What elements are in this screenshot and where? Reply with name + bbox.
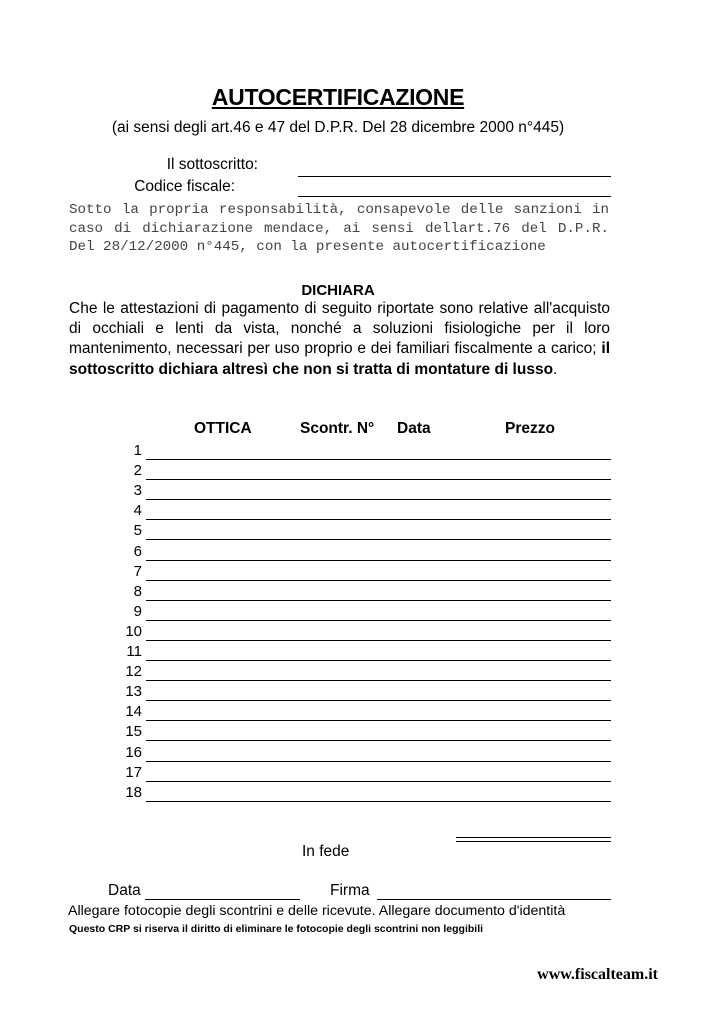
row-number: 17: [125, 763, 142, 781]
row-number: 13: [125, 683, 142, 701]
dichiara-heading: DICHIARA: [301, 282, 375, 299]
table-row: [110, 743, 611, 763]
header-scontrino: Scontr. N°: [300, 420, 375, 437]
declaration-end: .: [553, 360, 558, 378]
table-row: [110, 662, 611, 682]
data-line[interactable]: [145, 899, 300, 900]
table-row: [110, 461, 611, 481]
row-number: 11: [126, 643, 142, 660]
table-row: [110, 763, 611, 783]
note-crp: Questo CRP si riserva il diritto di eliminare le fotocopie degli scontrini non leggibili: [69, 923, 484, 935]
table-row: [110, 441, 611, 461]
row-number: 4: [133, 502, 142, 520]
row-number: 14: [125, 703, 142, 721]
declaration-text: Che le attestazioni di pagamento di seguito riportate sono relative all'acquisto di occhiali e lenti da vista, nonché a soluzioni fisiologiche per il loro mantenimento, necessari per uso proprio e dei familiari fiscalmente a carico;: [69, 300, 610, 358]
row-line[interactable]: [146, 720, 611, 721]
codice-fiscale-label: Codice fiscale:: [134, 178, 235, 195]
row-line[interactable]: [146, 459, 611, 460]
row-line[interactable]: [146, 580, 611, 581]
row-line[interactable]: [146, 801, 611, 802]
row-number: 15: [125, 723, 142, 741]
row-line[interactable]: [146, 620, 611, 621]
table-row: [110, 682, 611, 702]
firma-line[interactable]: [377, 899, 611, 900]
row-number: 18: [125, 783, 142, 801]
row-line[interactable]: [146, 479, 611, 480]
table-row: [110, 521, 611, 541]
sottoscritto-line[interactable]: [298, 176, 611, 177]
row-number: 6: [133, 542, 142, 560]
document-title: AUTOCERTIFICAZIONE: [211, 84, 465, 110]
table-row: [110, 602, 611, 622]
row-line[interactable]: [146, 499, 611, 500]
row-line[interactable]: [146, 660, 611, 661]
row-number: 10: [125, 622, 142, 640]
footer-url: www.fiscalteam.it: [537, 966, 658, 983]
row-line[interactable]: [146, 680, 611, 681]
table-row: [110, 501, 611, 521]
header-ottica: OTTICA: [194, 420, 252, 437]
row-line[interactable]: [146, 781, 611, 782]
in-fede-label: In fede: [302, 843, 350, 860]
table-row: [110, 481, 611, 501]
signature-line-top: [456, 837, 611, 838]
document-subtitle: (ai sensi degli art.46 e 47 del D.P.R. Del 28 dicembre 2000 n°445): [111, 119, 565, 136]
codice-fiscale-line[interactable]: [298, 196, 611, 197]
row-line[interactable]: [146, 539, 611, 540]
row-line[interactable]: [146, 600, 611, 601]
row-line[interactable]: [146, 740, 611, 741]
firma-label: Firma: [330, 882, 370, 899]
row-number: 16: [125, 743, 142, 761]
signature-line-bottom[interactable]: [456, 841, 611, 842]
row-number: 3: [133, 482, 142, 500]
table-row: [110, 642, 611, 662]
header-prezzo: Prezzo: [505, 420, 555, 437]
table-row: [110, 622, 611, 642]
row-number: 9: [133, 602, 142, 620]
table-row: [110, 783, 611, 803]
row-number: 12: [125, 663, 142, 681]
table-row: [110, 722, 611, 742]
row-number: 7: [133, 562, 142, 580]
row-line[interactable]: [146, 700, 611, 701]
declaration-bold-text: il sottoscritto dichiara altresì che non si tratta di montature di lusso: [69, 340, 611, 378]
row-number: 8: [133, 582, 142, 600]
intro-text: Sotto la propria responsabilità, consapevole delle sanzioni in caso di dichiarazione mendace, ai sensi dellart.76 del D.P.R. Del 28/12/2000 n°445, con la presente autocertificazione: [69, 202, 609, 256]
row-line[interactable]: [146, 761, 611, 762]
declaration-body: [69, 299, 610, 380]
row-line[interactable]: [146, 640, 611, 641]
header-data: Data: [397, 420, 431, 437]
row-number: 5: [133, 522, 142, 540]
table-row: [110, 702, 611, 722]
row-line[interactable]: [146, 519, 611, 520]
table-row: [110, 542, 611, 562]
row-line[interactable]: [146, 560, 611, 561]
note-attachments: Allegare fotocopie degli scontrini e delle ricevute. Allegare documento d'identità: [68, 903, 566, 919]
row-number: 2: [133, 462, 142, 480]
sottoscritto-label: Il sottoscritto:: [166, 156, 258, 173]
row-number: 1: [133, 442, 142, 459]
table-row: [110, 562, 611, 582]
data-label: Data: [108, 882, 141, 899]
table-row: [110, 582, 611, 602]
